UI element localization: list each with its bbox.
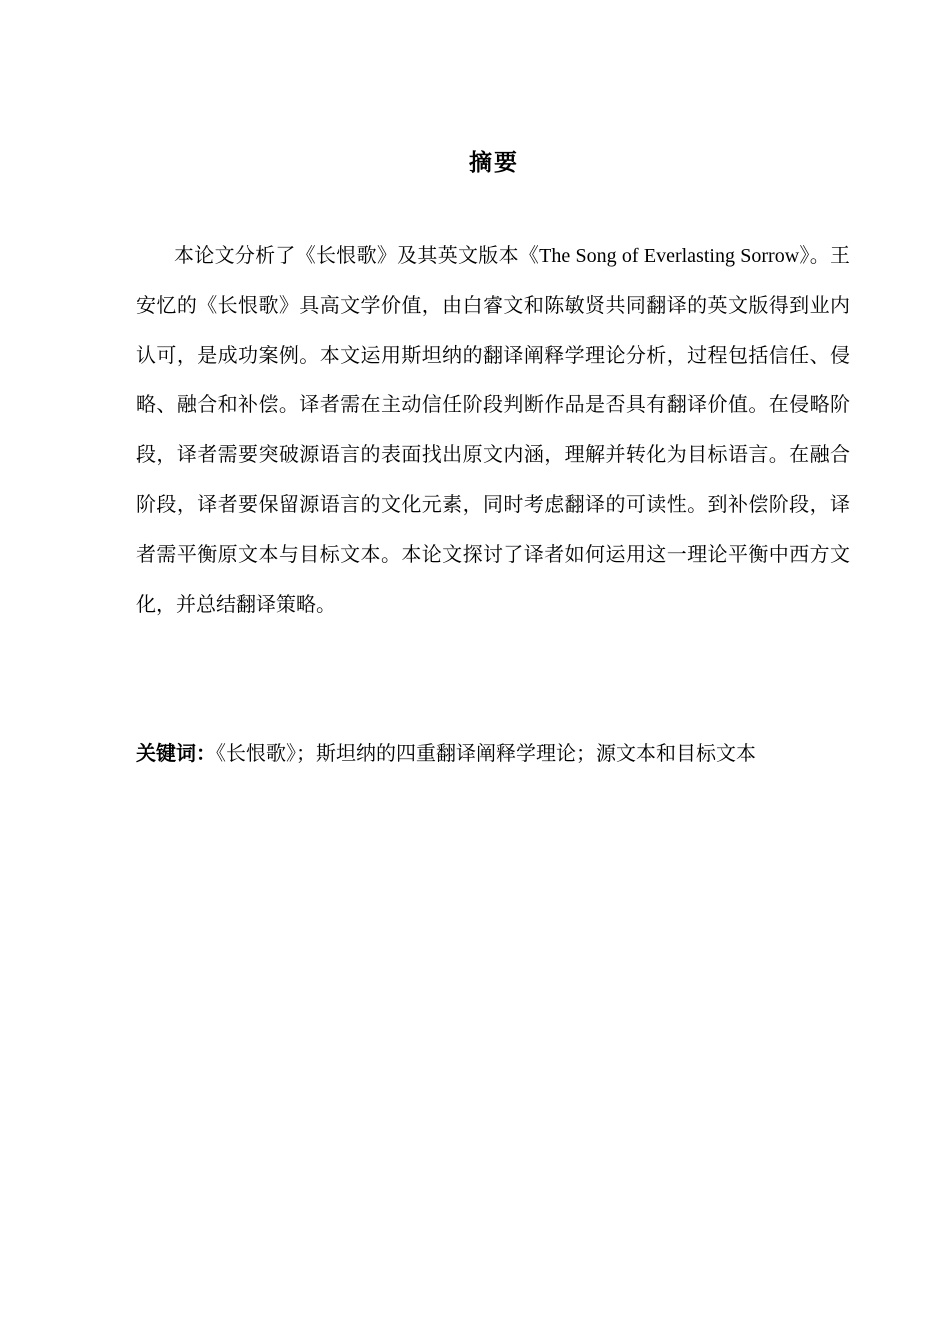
keywords-label: 关键词： [136, 741, 216, 765]
abstract-paragraph: 本论文分析了《长恨歌》及其英文版本《The Song of Everlasting Sorrow》。王安忆的《长恨歌》具高文学价值，由白睿文和陈敏贤共同翻译的英文版得到业内认可，是成功案例。本文运用斯坦纳的翻译阐释学理论分析，过程包括信任、侵略、融合和补偿。译者需在主动信任阶段判断作品是否具有翻译价值。在侵略阶段，译者需要突破源语言的表面找出原文内涵，理解并转化为目标语言。在融合阶段，译者要保留源语言的文化元素，同时考虑翻译的可读性。到补偿阶段，译者需平衡原文本与目标文本。本论文探讨了译者如何运用这一理论平衡中西方文化，并总结翻译策略。 [136, 245, 850, 616]
keywords-text: 《长恨歌》；斯坦纳的四重翻译阐释学理论；源文本和目标文本 [216, 743, 756, 765]
page-title: 摘要 [469, 150, 519, 176]
keywords-line [136, 729, 836, 780]
